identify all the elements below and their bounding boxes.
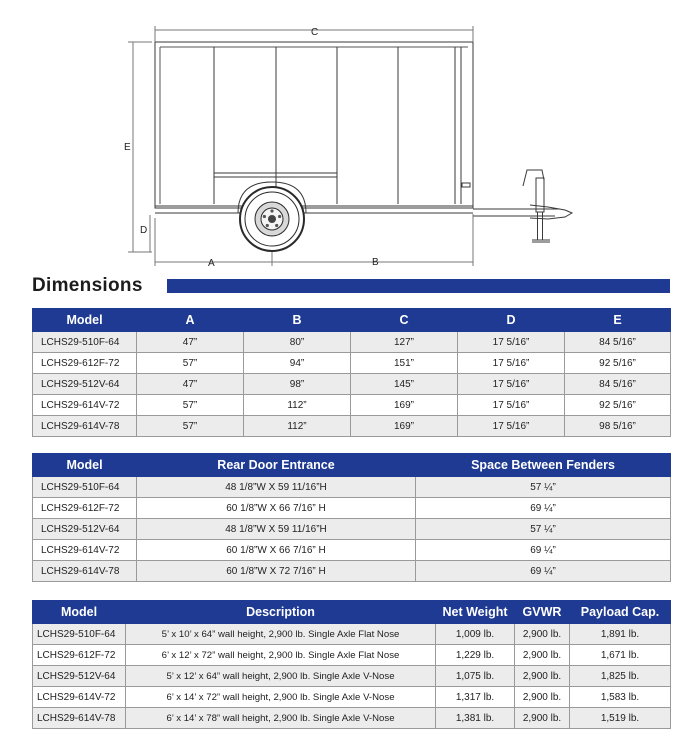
cell-b: 80” bbox=[244, 332, 351, 353]
cell-gvwr: 2,900 lb. bbox=[515, 645, 570, 666]
cell-gvwr: 2,900 lb. bbox=[515, 624, 570, 645]
cell-rear-door: 48 1/8”W X 59 11/16”H bbox=[137, 477, 416, 498]
cell-model: LCHS29-614V-78 bbox=[33, 708, 126, 729]
cell-model: LCHS29-612F-72 bbox=[33, 498, 137, 519]
header-e: E bbox=[565, 309, 671, 332]
cell-model: LCHS29-614V-78 bbox=[33, 561, 137, 582]
trailer-wheel bbox=[240, 187, 304, 251]
cell-payload: 1,583 lb. bbox=[570, 687, 671, 708]
header-a: A bbox=[137, 309, 244, 332]
cell-net-weight: 1,009 lb. bbox=[436, 624, 515, 645]
table-row bbox=[33, 561, 671, 582]
cell-b: 112” bbox=[244, 395, 351, 416]
cell-b: 98” bbox=[244, 374, 351, 395]
trailer-body-outline bbox=[155, 42, 473, 208]
dimension-label-b: B bbox=[372, 257, 379, 268]
cell-d: 17 5/16” bbox=[458, 353, 565, 374]
table-row bbox=[33, 416, 671, 437]
cell-fender-space: 57 ¼” bbox=[416, 519, 671, 540]
cell-e: 92 5/16” bbox=[565, 353, 671, 374]
cell-payload: 1,825 lb. bbox=[570, 666, 671, 687]
cell-d: 17 5/16” bbox=[458, 374, 565, 395]
cell-rear-door: 60 1/8”W X 66 7/16” H bbox=[137, 498, 416, 519]
cell-b: 94” bbox=[244, 353, 351, 374]
trailer-side-view-diagram bbox=[0, 0, 700, 272]
header-net-weight: Net Weight bbox=[436, 601, 515, 624]
cell-a: 57” bbox=[137, 395, 244, 416]
cell-c: 127” bbox=[351, 332, 458, 353]
dimension-label-d: D bbox=[140, 225, 148, 236]
cell-rear-door: 60 1/8”W X 66 7/16” H bbox=[137, 540, 416, 561]
cell-net-weight: 1,229 lb. bbox=[436, 645, 515, 666]
cell-model: LCHS29-512V-64 bbox=[33, 374, 137, 395]
table-row bbox=[33, 395, 671, 416]
header-gvwr: GVWR bbox=[515, 601, 570, 624]
header-rear-door-entrance: Rear Door Entrance bbox=[137, 454, 416, 477]
dimension-label-e: E bbox=[124, 142, 131, 153]
weights-table bbox=[32, 600, 671, 729]
table-row bbox=[33, 624, 671, 645]
cell-net-weight: 1,075 lb. bbox=[436, 666, 515, 687]
table-header-row bbox=[33, 309, 671, 332]
header-b: B bbox=[244, 309, 351, 332]
header-model: Model bbox=[33, 454, 137, 477]
header-description: Description bbox=[126, 601, 436, 624]
table-row bbox=[33, 353, 671, 374]
cell-payload: 1,891 lb. bbox=[570, 624, 671, 645]
table-row bbox=[33, 708, 671, 729]
cell-rear-door: 60 1/8”W X 72 7/16” H bbox=[137, 561, 416, 582]
cell-gvwr: 2,900 lb. bbox=[515, 687, 570, 708]
cell-model: LCHS29-614V-72 bbox=[33, 395, 137, 416]
header-d: D bbox=[458, 309, 565, 332]
cell-d: 17 5/16” bbox=[458, 395, 565, 416]
cell-model: LCHS29-614V-72 bbox=[33, 687, 126, 708]
cell-e: 92 5/16” bbox=[565, 395, 671, 416]
dimensions-table bbox=[32, 308, 671, 437]
cell-model: LCHS29-510F-64 bbox=[33, 477, 137, 498]
cell-description: 5’ x 10’ x 64” wall height, 2,900 lb. Single Axle Flat Nose bbox=[126, 624, 436, 645]
cell-c: 169” bbox=[351, 395, 458, 416]
table-row bbox=[33, 666, 671, 687]
cell-net-weight: 1,317 lb. bbox=[436, 687, 515, 708]
cell-c: 169” bbox=[351, 416, 458, 437]
heading-accent-bar bbox=[167, 279, 670, 293]
table-header-row bbox=[33, 454, 671, 477]
cell-a: 57” bbox=[137, 353, 244, 374]
header-model: Model bbox=[33, 601, 126, 624]
cell-model: LCHS29-612F-72 bbox=[33, 645, 126, 666]
cell-model: LCHS29-612F-72 bbox=[33, 353, 137, 374]
cell-payload: 1,671 lb. bbox=[570, 645, 671, 666]
header-model: Model bbox=[33, 309, 137, 332]
cell-description: 5’ x 12’ x 64” wall height, 2,900 lb. Single Axle V-Nose bbox=[126, 666, 436, 687]
cell-b: 112” bbox=[244, 416, 351, 437]
cell-d: 17 5/16” bbox=[458, 416, 565, 437]
cell-gvwr: 2,900 lb. bbox=[515, 708, 570, 729]
table-row bbox=[33, 477, 671, 498]
cell-fender-space: 69 ¼” bbox=[416, 498, 671, 519]
header-payload-cap: Payload Cap. bbox=[570, 601, 671, 624]
cell-e: 84 5/16” bbox=[565, 332, 671, 353]
section-title: Dimensions bbox=[32, 275, 143, 296]
cell-e: 98 5/16” bbox=[565, 416, 671, 437]
table-row bbox=[33, 332, 671, 353]
header-c: C bbox=[351, 309, 458, 332]
cell-description: 6’ x 14’ x 72” wall height, 2,900 lb. Single Axle V-Nose bbox=[126, 687, 436, 708]
cell-model: LCHS29-614V-78 bbox=[33, 416, 137, 437]
header-space-between-fenders: Space Between Fenders bbox=[416, 454, 671, 477]
cell-rear-door: 48 1/8”W X 59 11/16”H bbox=[137, 519, 416, 540]
cell-model: LCHS29-510F-64 bbox=[33, 332, 137, 353]
cell-net-weight: 1,381 lb. bbox=[436, 708, 515, 729]
dimension-label-c: C bbox=[311, 27, 319, 38]
table-row bbox=[33, 519, 671, 540]
cell-description: 6’ x 12’ x 72” wall height, 2,900 lb. Single Axle Flat Nose bbox=[126, 645, 436, 666]
door-fender-table bbox=[32, 453, 671, 582]
cell-c: 145” bbox=[351, 374, 458, 395]
cell-model: LCHS29-614V-72 bbox=[33, 540, 137, 561]
table-row bbox=[33, 374, 671, 395]
table-row bbox=[33, 687, 671, 708]
table-row bbox=[33, 498, 671, 519]
table-row bbox=[33, 645, 671, 666]
cell-fender-space: 57 ¼” bbox=[416, 477, 671, 498]
cell-a: 47” bbox=[137, 332, 244, 353]
table-row bbox=[33, 540, 671, 561]
cell-model: LCHS29-512V-64 bbox=[33, 519, 137, 540]
table-header-row bbox=[33, 601, 671, 624]
cell-d: 17 5/16” bbox=[458, 332, 565, 353]
cell-c: 151” bbox=[351, 353, 458, 374]
cell-model: LCHS29-510F-64 bbox=[33, 624, 126, 645]
cell-payload: 1,519 lb. bbox=[570, 708, 671, 729]
cell-model: LCHS29-512V-64 bbox=[33, 666, 126, 687]
dimension-label-a: A bbox=[208, 258, 215, 269]
cell-fender-space: 69 ¼” bbox=[416, 540, 671, 561]
cell-e: 84 5/16” bbox=[565, 374, 671, 395]
cell-fender-space: 69 ¼” bbox=[416, 561, 671, 582]
cell-gvwr: 2,900 lb. bbox=[515, 666, 570, 687]
cell-a: 57” bbox=[137, 416, 244, 437]
cell-a: 47” bbox=[137, 374, 244, 395]
cell-description: 6’ x 14’ x 78” wall height, 2,900 lb. Single Axle V-Nose bbox=[126, 708, 436, 729]
section-heading bbox=[32, 275, 670, 297]
